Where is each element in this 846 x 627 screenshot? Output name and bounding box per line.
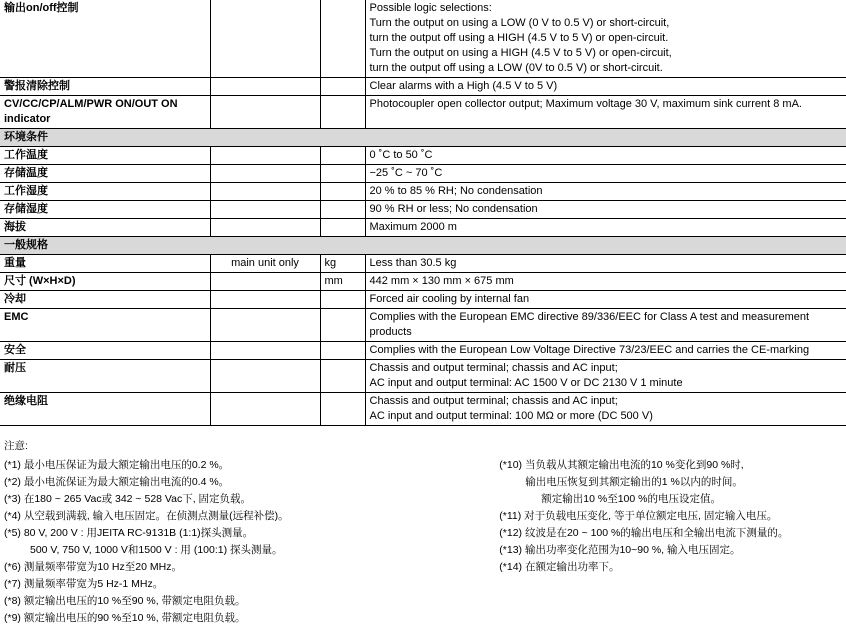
table-row [0,291,846,309]
row-label: 工作温度 [4,149,48,161]
row-value [365,78,846,96]
row-label: 存储湿度 [4,203,48,215]
note-line: (*11) 对于负载电压变化, 等于单位额定电压, 固定输入电压。 [499,510,778,522]
row-value [365,291,846,309]
note-line: (*5) 80 V, 200 V : 用JEITA RC-9131B (1:1)探头测量。 [4,527,254,539]
row-value [365,201,846,219]
table-row [0,342,846,360]
row-value [365,0,846,78]
table-row [0,219,846,237]
row-sublabel [210,219,320,237]
note-line: 额定输出10 %至100 %的电压设定值。 [541,493,721,505]
row-sublabel [210,96,320,129]
row-sublabel [210,147,320,165]
table-row [0,273,846,291]
row-sublabel [210,342,320,360]
row-sublabel [210,201,320,219]
table-row [0,360,846,393]
row-label: 存储温度 [4,167,48,179]
note-line: 输出电压恢复到其额定输出的1 %以内的时间。 [525,476,743,488]
notes-section [0,438,846,627]
row-unit [320,165,365,183]
notes-column-left [4,457,499,627]
table-row [0,78,846,96]
table-row [0,393,846,426]
note-line: (*1) 最小电压保证为最大额定输出电压的0.2 %。 [4,459,230,471]
table-section-header [0,237,846,255]
row-value-line: −25 ˚C ~ 70 ˚C [369,167,443,179]
note-line: (*7) 测量频率带宽为5 Hz-1 MHz。 [4,578,164,590]
table-row [0,201,846,219]
row-sublabel [210,78,320,96]
row-value-line: Photocoupler open collector output; Maximum voltage 30 V, maximum sink current 8 mA. [369,98,802,110]
row-unit [320,360,365,393]
note-line: (*8) 额定输出电压的10 %至90 %, 带额定电阻负载。 [4,595,246,607]
row-sublabel [210,309,320,342]
row-unit [320,393,365,426]
row-unit: kg [320,255,365,273]
table-row [0,0,846,78]
row-label: 输出on/off控制 [4,2,79,14]
row-sublabel [210,360,320,393]
row-unit [320,291,365,309]
row-label: 耐压 [4,362,26,374]
row-label: 海拔 [4,221,26,233]
note-line: (*14) 在额定输出功率下。 [499,561,620,573]
note-line: (*4) 从空载到满载, 输入电压固定。在侦测点测量(远程补偿)。 [4,510,289,522]
row-value-line: Chassis and output terminal; chassis and AC input; [369,395,618,407]
note-line: (*12) 纹波是在20 ~ 100 %的输出电压和全输出电流下测量的。 [499,527,789,539]
row-value [365,219,846,237]
row-value [365,147,846,165]
row-value [365,96,846,129]
row-sublabel [210,273,320,291]
note-line: (*13) 输出功率变化范围为10~90 %, 输入电压固定。 [499,544,741,556]
table-row [0,183,846,201]
row-unit [320,309,365,342]
row-value-line: turn the output off using a HIGH (4.5 V to 5 V) or open-circuit. [369,32,669,44]
row-sublabel [210,291,320,309]
row-sublabel [210,183,320,201]
table-row [0,96,846,129]
row-value-line: Turn the output on using a LOW (0 V to 0.5 V) or short-circuit, [369,17,670,29]
row-value [365,342,846,360]
row-sublabel [210,0,320,78]
row-value [365,273,846,291]
row-sublabel: main unit only [210,255,320,273]
row-value-line: Complies with the European EMC directive 89/336/EEC for Class A test and measurement products [369,311,810,338]
row-unit [320,183,365,201]
row-value-line: Clear alarms with a High (4.5 V to 5 V) [369,80,558,92]
notes-column-right [499,457,842,627]
row-value [365,309,846,342]
row-label: 安全 [4,344,26,356]
row-unit [320,0,365,78]
row-value-line: Chassis and output terminal; chassis and AC input; [369,362,618,374]
row-label: 尺寸 (W×H×D) [4,275,76,287]
note-line: (*9) 额定输出电压的90 %至10 %, 带额定电阻负载。 [4,612,246,624]
table-section-header [0,129,846,147]
row-value-line: 0 ˚C to 50 ˚C [369,149,433,161]
row-value-line: AC input and output terminal: AC 1500 V or DC 2130 V 1 minute [369,377,683,389]
note-line: (*2) 最小电流保证为最大额定输出电流的0.4 %。 [4,476,230,488]
note-line: (*6) 测量频率带宽为10 Hz至20 MHz。 [4,561,182,573]
table-row [0,255,846,273]
row-label: 绝缘电阻 [4,395,48,407]
row-label: 工作湿度 [4,185,48,197]
row-unit [320,342,365,360]
row-value-line: Less than 30.5 kg [369,257,457,269]
note-line: (*3) 在180 ~ 265 Vac或 342 ~ 528 Vac下, 固定负载。 [4,493,252,505]
table-section-header-label: 环境条件 [0,129,846,147]
row-label: 重量 [4,257,26,269]
row-sublabel [210,393,320,426]
row-label: 警报清除控制 [4,80,70,92]
row-sublabel [210,165,320,183]
row-value-line: Maximum 2000 m [369,221,457,233]
notes-columns [4,457,842,627]
row-value [365,360,846,393]
table-row [0,147,846,165]
row-unit [320,78,365,96]
row-value-line: Possible logic selections: [369,2,492,14]
row-value-line: 90 % RH or less; No condensation [369,203,538,215]
row-value-line: 20 % to 85 % RH; No condensation [369,185,543,197]
row-unit [320,147,365,165]
row-label: 冷却 [4,293,26,305]
row-label: CV/CC/CP/ALM/PWR ON/OUT ON indicator [4,98,178,125]
table-section-header-label: 一般规格 [0,237,846,255]
row-unit [320,96,365,129]
row-value [365,255,846,273]
notes-title: 注意: [4,440,28,452]
row-value-line: 442 mm × 130 mm × 675 mm [369,275,514,287]
row-unit [320,201,365,219]
row-value-line: turn the output off using a LOW (0V to 0.5 V) or short-circuit. [369,62,663,74]
row-value [365,393,846,426]
row-unit [320,219,365,237]
table-row [0,309,846,342]
row-value-line: Forced air cooling by internal fan [369,293,530,305]
row-value [365,183,846,201]
row-value-line: AC input and output terminal: 100 MΩ or more (DC 500 V) [369,410,653,422]
row-value [365,165,846,183]
row-value-line: Turn the output on using a HIGH (4.5 V to 5 V) or open-circuit, [369,47,672,59]
note-line: 500 V, 750 V, 1000 V和1500 V : 用 (100:1) 探头测量。 [30,544,283,556]
row-unit: mm [320,273,365,291]
row-value-line: Complies with the European Low Voltage Directive 73/23/EEC and carries the CE-marking [369,344,810,356]
row-label: EMC [4,311,29,323]
table-row [0,165,846,183]
note-line: (*10) 当负载从其额定输出电流的10 %变化到90 %时, [499,459,744,471]
